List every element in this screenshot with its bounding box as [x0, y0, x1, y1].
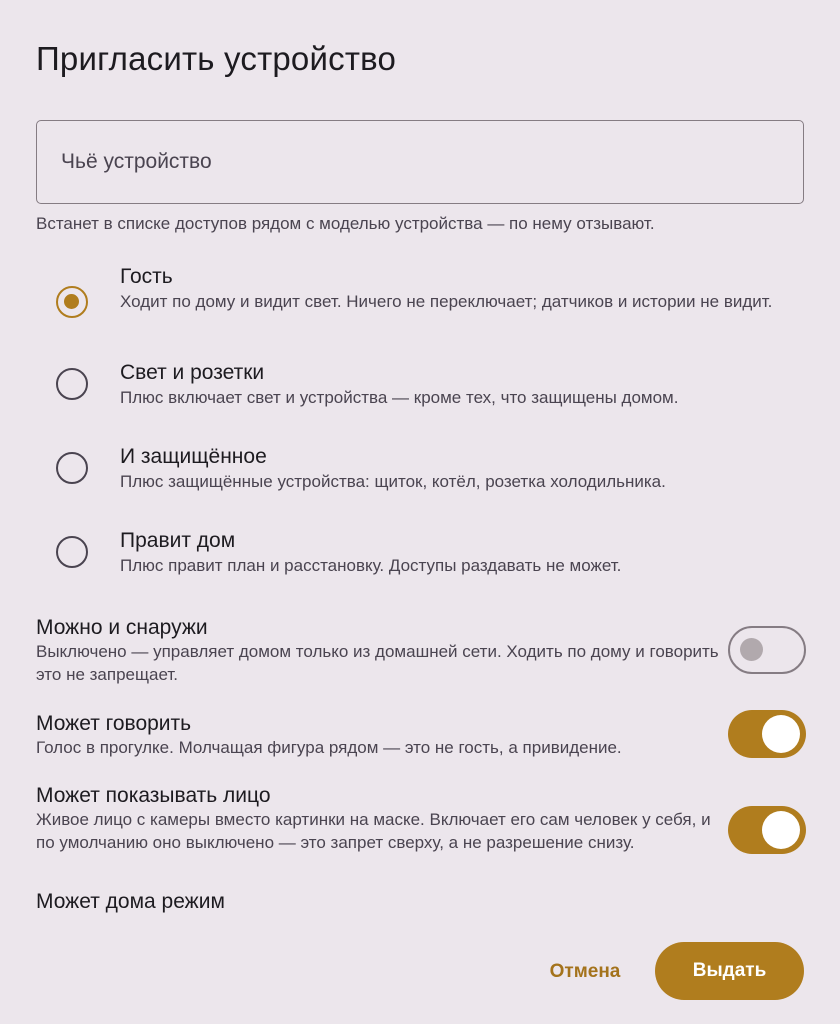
- radio-unchecked-icon[interactable]: [56, 452, 88, 484]
- face-switch[interactable]: [728, 806, 806, 854]
- toggle-row-outside[interactable]: [36, 616, 806, 686]
- access-option-title: Правит дом: [120, 529, 236, 552]
- toggle-description: Выключено — управляет домом только из домашней сети. Ходить по дому и говорить это не запрещает.: [36, 642, 719, 684]
- toggle-description: Голос в прогулке. Молчащая фигура рядом — это не гость, а привидение.: [36, 738, 622, 757]
- access-option-description: Плюс правит план и расстановку. Доступы раздавать не может.: [120, 556, 622, 575]
- device-name-input[interactable]: [37, 121, 803, 203]
- radio-unchecked-icon[interactable]: [56, 536, 88, 568]
- device-name-helper: Встанет в списке доступов рядом с моделью устройства — по нему отзывают.: [36, 214, 655, 233]
- access-option-description: Плюс защищённые устройства: щиток, котёл, розетка холодильника.: [120, 472, 666, 491]
- cancel-button[interactable]: Отмена: [530, 944, 640, 1000]
- access-option-title: И защищённое: [120, 445, 267, 468]
- outside-access-switch[interactable]: [728, 626, 806, 674]
- access-option-description: Ходит по дому и видит свет. Ничего не переключает; датчиков и истории не видит.: [120, 292, 773, 311]
- access-option-protected[interactable]: [36, 444, 796, 500]
- dialog-scroll-area[interactable]: [0, 250, 840, 913]
- radio-checked-icon[interactable]: [56, 286, 88, 318]
- toggle-title: Может дома режим: [36, 890, 225, 913]
- access-option-guest[interactable]: [36, 264, 796, 340]
- toggle-row-face[interactable]: [36, 784, 806, 878]
- radio-unchecked-icon[interactable]: [56, 368, 88, 400]
- access-option-description: Плюс включает свет и устройства — кроме тех, что защищены домом.: [120, 388, 679, 407]
- issue-button[interactable]: Выдать: [655, 942, 804, 1000]
- access-option-title: Гость: [120, 265, 173, 288]
- toggle-description: Живое лицо с камеры вместо картинки на маске. Включает его сам человек у себя, и по умолчанию оно выключено — это запрет сверху, а не разрешение снизу.: [36, 810, 711, 852]
- toggle-row-home-mode[interactable]: [36, 890, 806, 920]
- toggle-row-voice[interactable]: [36, 712, 806, 762]
- voice-switch[interactable]: [728, 710, 806, 758]
- toggle-title: Можно и снаружи: [36, 616, 208, 639]
- device-name-field[interactable]: [36, 120, 804, 204]
- access-option-title: Свет и розетки: [120, 361, 265, 384]
- access-option-edit-home[interactable]: [36, 528, 796, 584]
- dialog-title: Пригласить устройство: [36, 40, 397, 77]
- toggle-title: Может показывать лицо: [36, 784, 271, 807]
- toggle-title: Может говорить: [36, 712, 192, 735]
- access-option-lights[interactable]: [36, 360, 796, 416]
